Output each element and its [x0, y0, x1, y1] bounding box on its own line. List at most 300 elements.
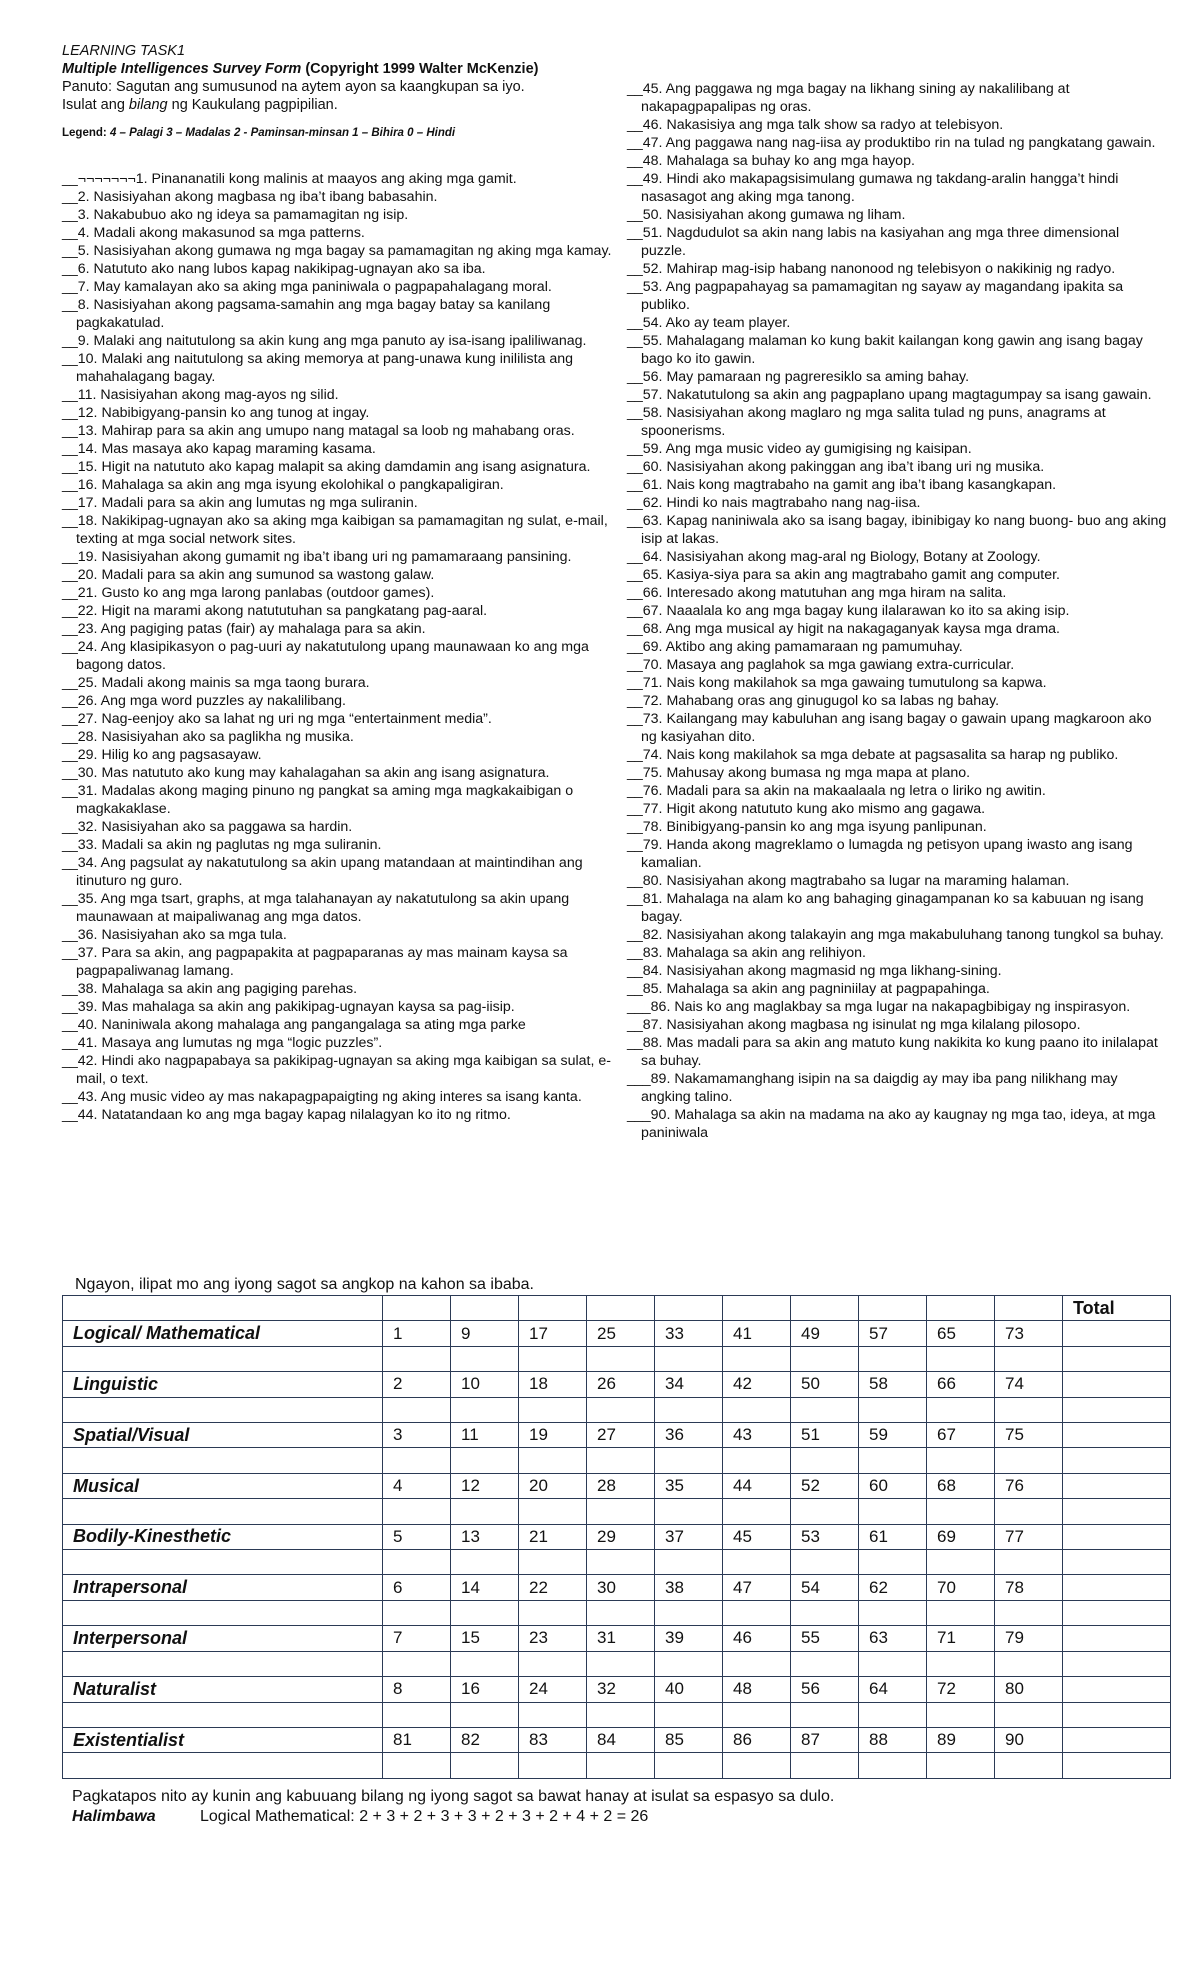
- item-number-cell: 73: [995, 1321, 1063, 1346]
- total-cell[interactable]: [1063, 1677, 1171, 1702]
- answer-label-cell: [63, 1499, 383, 1524]
- survey-item: __83. Mahalaga sa akin ang relihiyon.: [627, 945, 866, 961]
- survey-item: __51. Nagdudulot sa akin nang labis na kasiyahan ang mga three dimensional puzzle.: [627, 225, 1120, 259]
- intelligence-label: Spatial/Visual: [63, 1423, 383, 1448]
- answer-cell[interactable]: [519, 1550, 587, 1575]
- item-number-cell: 54: [791, 1575, 859, 1600]
- item-number-cell: 15: [451, 1626, 519, 1651]
- item-number-cell: 24: [519, 1677, 587, 1702]
- answer-cell[interactable]: [723, 1753, 791, 1779]
- answer-cell[interactable]: [723, 1550, 791, 1575]
- answer-cell[interactable]: [859, 1499, 927, 1524]
- answer-cell[interactable]: [927, 1600, 995, 1625]
- answer-cell[interactable]: [655, 1753, 723, 1779]
- item-number-cell: 34: [655, 1372, 723, 1397]
- answer-cell[interactable]: [587, 1702, 655, 1727]
- item-number-cell: 81: [383, 1727, 451, 1752]
- total-cell[interactable]: [1063, 1575, 1171, 1600]
- item-number-cell: 6: [383, 1575, 451, 1600]
- item-number-cell: 19: [519, 1423, 587, 1448]
- answer-row: [63, 1651, 1171, 1676]
- item-number-cell: 70: [927, 1575, 995, 1600]
- legend: [62, 124, 622, 142]
- survey-item: __36. Nasisiyahan ako sa mga tula.: [62, 927, 287, 943]
- item-number-cell: 53: [791, 1524, 859, 1549]
- example-line: [72, 1807, 834, 1827]
- header-cell: [519, 1296, 587, 1321]
- answer-cell[interactable]: [383, 1499, 451, 1524]
- item-number-cell: 56: [791, 1677, 859, 1702]
- header-cell: [451, 1296, 519, 1321]
- footer-note: Pagkatapos nito ay kunin ang kabuuang bilang ng iyong sagot sa bawat hanay at isulat sa espasyo sa dulo.: [72, 1788, 835, 1805]
- survey-item: __32. Nasisiyahan ako sa paggawa sa hardin.: [62, 819, 353, 835]
- survey-item: __76. Madali para sa akin na makaalaala ng letra o liriko ng awitin.: [627, 783, 1046, 799]
- answer-cell[interactable]: [791, 1600, 859, 1625]
- item-number-cell: 75: [995, 1423, 1063, 1448]
- survey-item: __9. Malaki ang naitutulong sa akin kung ang mga panuto ay isa-isang ipaliliwanag.: [62, 333, 587, 349]
- total-cell[interactable]: [1063, 1321, 1171, 1346]
- answer-cell[interactable]: [451, 1651, 519, 1676]
- item-number-cell: 21: [519, 1524, 587, 1549]
- item-number-cell: 13: [451, 1524, 519, 1549]
- intelligence-label: Bodily-Kinesthetic: [63, 1524, 383, 1549]
- answer-cell[interactable]: [723, 1499, 791, 1524]
- survey-item: __26. Ang mga word puzzles ay nakalilibang.: [62, 693, 346, 709]
- item-number-cell: 40: [655, 1677, 723, 1702]
- total-cell[interactable]: [1063, 1524, 1171, 1549]
- item-number-cell: 82: [451, 1727, 519, 1752]
- item-number-cell: 20: [519, 1473, 587, 1498]
- example-label: Halimbawa: [72, 1808, 156, 1825]
- answer-cell[interactable]: [587, 1346, 655, 1371]
- survey-items-right: [627, 80, 1167, 1142]
- item-number-cell: 29: [587, 1524, 655, 1549]
- answer-cell[interactable]: [859, 1753, 927, 1779]
- answer-cell[interactable]: [451, 1600, 519, 1625]
- survey-item: __53. Ang pagpapahayag sa pamamagitan ng sayaw ay magandang ipakita sa publiko.: [627, 279, 1124, 313]
- intelligence-label: Logical/ Mathematical: [63, 1321, 383, 1346]
- answer-cell[interactable]: [723, 1397, 791, 1422]
- answer-cell[interactable]: [451, 1499, 519, 1524]
- answer-cell[interactable]: [927, 1702, 995, 1727]
- survey-item: __52. Mahirap mag-isip habang nanonood ng telebisyon o nakikinig ng radyo.: [627, 261, 1116, 277]
- item-number-cell: 5: [383, 1524, 451, 1549]
- item-number-cell: 27: [587, 1423, 655, 1448]
- table-row: [63, 1727, 1171, 1752]
- survey-item: __70. Masaya ang paglahok sa mga gawiang extra-curricular.: [627, 657, 1015, 673]
- item-number-cell: 67: [927, 1423, 995, 1448]
- survey-item: __46. Nakasisiya ang mga talk show sa radyo at telebisyon.: [627, 117, 1004, 133]
- item-number-cell: 51: [791, 1423, 859, 1448]
- item-number-cell: 38: [655, 1575, 723, 1600]
- instruction-2-part: ng Kaukulang pagpipilian.: [167, 97, 338, 113]
- answer-cell[interactable]: [859, 1397, 927, 1422]
- answer-cell[interactable]: [927, 1550, 995, 1575]
- survey-item: __75. Mahusay akong bumasa ng mga mapa at plano.: [627, 765, 971, 781]
- item-number-cell: 60: [859, 1473, 927, 1498]
- answer-cell[interactable]: [451, 1753, 519, 1779]
- item-number-cell: 36: [655, 1423, 723, 1448]
- survey-item: __88. Mas madali para sa akin ang matuto kung nakikita ko kung paano ito inilalapat sa buhay.: [627, 1035, 1158, 1069]
- answer-cell[interactable]: [1063, 1651, 1171, 1676]
- survey-item: __24. Ang klasipikasyon o pag-uuri ay nakatutulong upang maunawaan ko ang mga bagong datos.: [62, 639, 589, 673]
- survey-item: __37. Para sa akin, ang pagpapakita at pagpaparanas ay mas mainam kaysa sa pagpapaliwanag lamang.: [62, 945, 568, 979]
- table-row: [63, 1524, 1171, 1549]
- answer-cell[interactable]: [859, 1600, 927, 1625]
- answer-label-cell: [63, 1448, 383, 1473]
- item-number-cell: 31: [587, 1626, 655, 1651]
- survey-item: __¬¬¬¬¬¬¬1. Pinananatili kong malinis at maayos ang aking mga gamit.: [62, 171, 517, 187]
- answer-cell[interactable]: [723, 1651, 791, 1676]
- intelligence-label: Interpersonal: [63, 1626, 383, 1651]
- survey-item: __45. Ang paggawa ng mga bagay na likhang sining ay nakalilibang at nakapagpapalipas ng oras.: [627, 81, 1070, 115]
- item-number-cell: 16: [451, 1677, 519, 1702]
- item-number-cell: 12: [451, 1473, 519, 1498]
- survey-item: __48. Mahalaga sa buhay ko ang mga hayop.: [627, 153, 915, 169]
- item-number-cell: 72: [927, 1677, 995, 1702]
- intelligence-label: Existentialist: [63, 1727, 383, 1752]
- item-number-cell: 3: [383, 1423, 451, 1448]
- answer-cell[interactable]: [1063, 1346, 1171, 1371]
- answer-cell[interactable]: [383, 1600, 451, 1625]
- copyright: (Copyright 1999 Walter McKenzie): [305, 61, 539, 77]
- item-number-cell: 74: [995, 1372, 1063, 1397]
- item-number-cell: 83: [519, 1727, 587, 1752]
- survey-item: __12. Nabibigyang-pansin ko ang tunog at ingay.: [62, 405, 370, 421]
- answer-cell[interactable]: [519, 1448, 587, 1473]
- instruction-2-part: Isulat ang: [62, 97, 129, 113]
- task-title: LEARNING TASK1: [62, 43, 186, 59]
- survey-item: __27. Nag-eenjoy ako sa lahat ng uri ng mga “entertainment media”.: [62, 711, 492, 727]
- survey-item: __21. Gusto ko ang mga larong panlabas (outdoor games).: [62, 585, 435, 601]
- item-number-cell: 28: [587, 1473, 655, 1498]
- survey-item: __11. Nasisiyahan akong mag-ayos ng silid.: [62, 387, 339, 403]
- survey-item: __49. Hindi ako makapagsisimulang gumawa ng takdang-aralin hangga’t hindi nasasagot ang aking mga tanong.: [627, 171, 1119, 205]
- survey-item: __35. Ang mga tsart, graphs, at mga talahanayan ay nakatutulong sa akin upang maunawaan at maipaliwanag ang mga datos.: [62, 891, 570, 925]
- survey-item: __65. Kasiya-siya para sa akin ang magtrabaho gamit ang computer.: [627, 567, 1060, 583]
- answer-cell[interactable]: [383, 1550, 451, 1575]
- answer-cell[interactable]: [723, 1702, 791, 1727]
- legend-text: 4 – Palagi 3 – Madalas 2 - Paminsan-minsan 1 – Bihira 0 – Hindi: [109, 127, 456, 139]
- answer-cell[interactable]: [927, 1753, 995, 1779]
- answer-cell[interactable]: [927, 1346, 995, 1371]
- item-number-cell: 52: [791, 1473, 859, 1498]
- answer-cell[interactable]: [723, 1600, 791, 1625]
- total-header: Total: [1063, 1296, 1171, 1321]
- answer-cell[interactable]: [927, 1651, 995, 1676]
- answer-cell[interactable]: [995, 1397, 1063, 1422]
- item-number-cell: 7: [383, 1626, 451, 1651]
- item-number-cell: 1: [383, 1321, 451, 1346]
- survey-item: __73. Kailangang may kabuluhan ang isang bagay o gawain upang magkaroon ako ng kasiyahan dito.: [627, 711, 1152, 745]
- item-number-cell: 77: [995, 1524, 1063, 1549]
- item-number-cell: 68: [927, 1473, 995, 1498]
- answer-cell[interactable]: [655, 1550, 723, 1575]
- answer-cell[interactable]: [927, 1448, 995, 1473]
- survey-item: __44. Natatandaan ko ang mga bagay kapag nilalagyan ko ito ng ritmo.: [62, 1107, 511, 1123]
- answer-cell[interactable]: [383, 1397, 451, 1422]
- instruction-2-emph: bilang: [128, 97, 168, 113]
- survey-item: __34. Ang pagsulat ay nakatutulong sa akin upang matandaan at maintindihan ang itinuturo ng guro.: [62, 855, 583, 889]
- answer-cell[interactable]: [655, 1499, 723, 1524]
- survey-item: __84. Nasisiyahan akong magmasid ng mga likhang-sining.: [627, 963, 1002, 979]
- answer-cell[interactable]: [519, 1702, 587, 1727]
- survey-item: __25. Madali akong mainis sa mga taong burara.: [62, 675, 370, 691]
- item-number-cell: 88: [859, 1727, 927, 1752]
- survey-item: __47. Ang paggawa nang nag-iisa ay produktibo rin na tulad ng pangkatang gawain.: [627, 135, 1156, 151]
- answer-label-cell: [63, 1346, 383, 1371]
- form-title-line: [62, 60, 622, 78]
- item-number-cell: 59: [859, 1423, 927, 1448]
- answer-cell[interactable]: [1063, 1499, 1171, 1524]
- item-number-cell: 10: [451, 1372, 519, 1397]
- answer-cell[interactable]: [451, 1702, 519, 1727]
- survey-item: __16. Mahalaga sa akin ang mga isyung ekolohikal o pangkapaligiran.: [62, 477, 504, 493]
- answer-label-cell: [63, 1600, 383, 1625]
- table-row: [63, 1423, 1171, 1448]
- survey-item: __5. Nasisiyahan akong gumawa ng mga bagay sa pamamagitan ng aking mga kamay.: [62, 243, 612, 259]
- answer-cell[interactable]: [519, 1499, 587, 1524]
- answer-cell[interactable]: [859, 1550, 927, 1575]
- total-cell[interactable]: [1063, 1372, 1171, 1397]
- answer-cell[interactable]: [587, 1651, 655, 1676]
- answer-cell[interactable]: [1063, 1753, 1171, 1779]
- survey-item: __31. Madalas akong maging pinuno ng pangkat sa aming mga magkakaibigan o magkakaklase.: [62, 783, 574, 817]
- answer-cell[interactable]: [587, 1753, 655, 1779]
- table-row: [63, 1575, 1171, 1600]
- answer-cell[interactable]: [655, 1448, 723, 1473]
- example-text: Logical Mathematical: 2 + 3 + 2 + 3 + 3 + 2 + 3 + 2 + 4 + 2 = 26: [200, 1808, 649, 1825]
- answer-cell[interactable]: [995, 1448, 1063, 1473]
- answer-cell[interactable]: [791, 1550, 859, 1575]
- answer-row: [63, 1397, 1171, 1422]
- answer-row: [63, 1753, 1171, 1779]
- answer-cell[interactable]: [587, 1499, 655, 1524]
- answer-cell[interactable]: [859, 1448, 927, 1473]
- answer-cell[interactable]: [791, 1448, 859, 1473]
- answer-cell[interactable]: [519, 1346, 587, 1371]
- answer-cell[interactable]: [1063, 1702, 1171, 1727]
- item-number-cell: 11: [451, 1423, 519, 1448]
- answer-cell[interactable]: [383, 1753, 451, 1779]
- item-number-cell: 58: [859, 1372, 927, 1397]
- answer-cell[interactable]: [383, 1651, 451, 1676]
- survey-item: ___90. Mahalaga sa akin na madama na ako ay kaugnay ng mga tao, ideya, at mga paniniwala: [627, 1107, 1156, 1141]
- survey-item: __60. Nasisiyahan akong pakinggan ang iba’t ibang uri ng musika.: [627, 459, 1045, 475]
- item-number-cell: 42: [723, 1372, 791, 1397]
- answer-cell[interactable]: [791, 1651, 859, 1676]
- answer-row: [63, 1448, 1171, 1473]
- answer-cell[interactable]: [995, 1753, 1063, 1779]
- item-number-cell: 64: [859, 1677, 927, 1702]
- answer-cell[interactable]: [791, 1397, 859, 1422]
- instruction-2: [62, 96, 622, 114]
- answer-cell[interactable]: [859, 1346, 927, 1371]
- item-number-cell: 87: [791, 1727, 859, 1752]
- answer-cell[interactable]: [587, 1600, 655, 1625]
- answer-cell[interactable]: [655, 1346, 723, 1371]
- survey-item: ___86. Nais ko ang maglakbay sa mga lugar na nakapagbibigay ng inspirasyon.: [627, 999, 1131, 1015]
- item-number-cell: 55: [791, 1626, 859, 1651]
- item-number-cell: 2: [383, 1372, 451, 1397]
- survey-item: __23. Ang pagiging patas (fair) ay mahalaga para sa akin.: [62, 621, 426, 637]
- item-number-cell: 9: [451, 1321, 519, 1346]
- answer-cell[interactable]: [995, 1702, 1063, 1727]
- item-number-cell: 32: [587, 1677, 655, 1702]
- survey-item: __64. Nasisiyahan akong mag-aral ng Biology, Botany at Zoology.: [627, 549, 1041, 565]
- item-number-cell: 25: [587, 1321, 655, 1346]
- answer-cell[interactable]: [383, 1702, 451, 1727]
- item-number-cell: 46: [723, 1626, 791, 1651]
- survey-item: __6. Natututo ako nang lubos kapag nakikipag-ugnayan ako sa iba.: [62, 261, 486, 277]
- answer-cell[interactable]: [655, 1397, 723, 1422]
- survey-item: __85. Mahalaga sa akin ang pagniniilay at pagpapahinga.: [627, 981, 990, 997]
- survey-item: __28. Nasisiyahan ako sa paglikha ng musika.: [62, 729, 354, 745]
- answer-cell[interactable]: [995, 1651, 1063, 1676]
- answer-cell[interactable]: [859, 1702, 927, 1727]
- item-number-cell: 90: [995, 1727, 1063, 1752]
- answer-cell[interactable]: [587, 1550, 655, 1575]
- survey-item: __3. Nakabubuo ako ng ideya sa pamamagitan ng isip.: [62, 207, 409, 223]
- survey-item: __62. Hindi ko nais magtrabaho nang nag-iisa.: [627, 495, 921, 511]
- item-number-cell: 45: [723, 1524, 791, 1549]
- survey-item: __30. Mas natututo ako kung may kahalagahan sa akin ang isang asignatura.: [62, 765, 550, 781]
- survey-item: __79. Handa akong magreklamo o lumagda ng petisyon upang iwasto ang isang kamalian.: [627, 837, 1133, 871]
- survey-item: __14. Mas masaya ako kapag maraming kasama.: [62, 441, 376, 457]
- answer-cell[interactable]: [519, 1753, 587, 1779]
- answer-cell[interactable]: [995, 1550, 1063, 1575]
- answer-cell[interactable]: [791, 1753, 859, 1779]
- answer-cell[interactable]: [723, 1448, 791, 1473]
- table-row: [63, 1473, 1171, 1498]
- item-number-cell: 30: [587, 1575, 655, 1600]
- answer-cell[interactable]: [791, 1346, 859, 1371]
- answer-label-cell: [63, 1651, 383, 1676]
- survey-item: __50. Nasisiyahan akong gumawa ng liham.: [627, 207, 906, 223]
- answer-label-cell: [63, 1397, 383, 1422]
- survey-item: __20. Madali para sa akin ang sumunod sa wastong galaw.: [62, 567, 435, 583]
- item-number-cell: 35: [655, 1473, 723, 1498]
- survey-item: __8. Nasisiyahan akong pagsama-samahin ang mga bagay batay sa kanilang pagkakatulad.: [62, 297, 551, 331]
- item-number-cell: 39: [655, 1626, 723, 1651]
- answer-row: [63, 1600, 1171, 1625]
- survey-item: __29. Hilig ko ang pagsasayaw.: [62, 747, 262, 763]
- intelligence-label: Linguistic: [63, 1372, 383, 1397]
- answer-cell[interactable]: [451, 1550, 519, 1575]
- total-cell[interactable]: [1063, 1727, 1171, 1752]
- answer-cell[interactable]: [927, 1499, 995, 1524]
- item-number-cell: 66: [927, 1372, 995, 1397]
- answer-cell[interactable]: [859, 1651, 927, 1676]
- survey-item: __18. Nakikipag-ugnayan ako sa aking mga kaibigan sa pamamagitan ng sulat, e-mail, texting at mga social network sites.: [62, 513, 608, 547]
- total-cell[interactable]: [1063, 1423, 1171, 1448]
- answer-cell[interactable]: [791, 1499, 859, 1524]
- answer-cell[interactable]: [451, 1397, 519, 1422]
- form-header: [62, 42, 622, 142]
- survey-item: __61. Nais kong magtrabaho na gamit ang iba’t ibang kasangkapan.: [627, 477, 1057, 493]
- survey-item: __43. Ang music video ay mas nakapagpapaigting ng aking interes sa isang kanta.: [62, 1089, 582, 1105]
- survey-item: __67. Naaalala ko ang mga bagay kung ilalarawan ko ito sa aking isip.: [627, 603, 1070, 619]
- survey-item: __69. Aktibo ang aking pamamaraan ng pamumuhay.: [627, 639, 963, 655]
- answer-cell[interactable]: [995, 1346, 1063, 1371]
- item-number-cell: 76: [995, 1473, 1063, 1498]
- instruction-1: Panuto: Sagutan ang sumusunod na aytem ayon sa kaangkupan sa iyo.: [62, 79, 525, 95]
- header-cell: [859, 1296, 927, 1321]
- answer-label-cell: [63, 1550, 383, 1575]
- intelligence-label: Naturalist: [63, 1677, 383, 1702]
- answer-cell[interactable]: [519, 1600, 587, 1625]
- answer-cell[interactable]: [587, 1397, 655, 1422]
- survey-item: __87. Nasisiyahan akong magbasa ng isinulat ng mga kilalang pilosopo.: [627, 1017, 1081, 1033]
- form-title: Multiple Intelligences Survey Form: [62, 61, 302, 77]
- answer-cell[interactable]: [451, 1346, 519, 1371]
- answer-cell[interactable]: [383, 1448, 451, 1473]
- answer-row: [63, 1550, 1171, 1575]
- survey-item: __40. Naniniwala akong mahalaga ang pangangalaga sa ating mga parke: [62, 1017, 526, 1033]
- item-number-cell: 85: [655, 1727, 723, 1752]
- header-cell: [655, 1296, 723, 1321]
- table-instruction: Ngayon, ilipat mo ang iyong sagot sa angkop na kahon sa ibaba.: [75, 1276, 534, 1293]
- answer-cell[interactable]: [1063, 1550, 1171, 1575]
- total-cell[interactable]: [1063, 1626, 1171, 1651]
- answer-cell[interactable]: [927, 1397, 995, 1422]
- item-number-cell: 86: [723, 1727, 791, 1752]
- answer-cell[interactable]: [723, 1346, 791, 1371]
- header-cell: [723, 1296, 791, 1321]
- answer-cell[interactable]: [383, 1346, 451, 1371]
- survey-item: __66. Interesado akong matutuhan ang mga hiram na salita.: [627, 585, 1007, 601]
- table-header-row: [63, 1296, 1171, 1321]
- item-number-cell: 63: [859, 1626, 927, 1651]
- survey-items-left: [62, 170, 622, 1124]
- answer-cell[interactable]: [655, 1600, 723, 1625]
- item-number-cell: 26: [587, 1372, 655, 1397]
- answer-cell[interactable]: [791, 1702, 859, 1727]
- answer-cell[interactable]: [587, 1448, 655, 1473]
- answer-cell[interactable]: [655, 1702, 723, 1727]
- answer-cell[interactable]: [1063, 1397, 1171, 1422]
- answer-cell[interactable]: [995, 1499, 1063, 1524]
- answer-cell[interactable]: [519, 1397, 587, 1422]
- item-number-cell: 79: [995, 1626, 1063, 1651]
- item-number-cell: 71: [927, 1626, 995, 1651]
- survey-item: __63. Kapag naniniwala ako sa isang bagay, ibinibigay ko nang buong- buo ang aking isip at lakas.: [627, 513, 1167, 547]
- survey-item: __59. Ang mga music video ay gumigising ng kaisipan.: [627, 441, 972, 457]
- survey-item: __77. Higit akong natututo kung ako mismo ang gagawa.: [627, 801, 986, 817]
- item-number-cell: 89: [927, 1727, 995, 1752]
- answer-cell[interactable]: [995, 1600, 1063, 1625]
- answer-label-cell: [63, 1702, 383, 1727]
- survey-item: __4. Madali akong makasunod sa mga patterns.: [62, 225, 365, 241]
- table-row: [63, 1677, 1171, 1702]
- survey-item: __15. Higit na natututo ako kapag malapit sa aking damdamin ang isang asignatura.: [62, 459, 591, 475]
- header-cell: [791, 1296, 859, 1321]
- answer-cell[interactable]: [451, 1448, 519, 1473]
- survey-item: __57. Nakatutulong sa akin ang pagpaplano upang magtagumpay sa isang gawain.: [627, 387, 1152, 403]
- survey-item: ___89. Nakamamanghang isipin na sa daigdig ay may iba pang nilikhang may angking talino.: [627, 1071, 1118, 1105]
- answer-cell[interactable]: [1063, 1448, 1171, 1473]
- answer-row: [63, 1499, 1171, 1524]
- intelligence-label: Musical: [63, 1473, 383, 1498]
- total-cell[interactable]: [1063, 1473, 1171, 1498]
- survey-item: __19. Nasisiyahan akong gumamit ng iba’t ibang uri ng pamamaraang pansining.: [62, 549, 572, 565]
- item-number-cell: 18: [519, 1372, 587, 1397]
- answer-cell[interactable]: [655, 1651, 723, 1676]
- answer-cell[interactable]: [1063, 1600, 1171, 1625]
- survey-item: __55. Mahalagang malaman ko kung bakit kailangan kong gawin ang isang bagay bago ko ito gawin.: [627, 333, 1143, 367]
- answer-cell[interactable]: [519, 1651, 587, 1676]
- item-number-cell: 17: [519, 1321, 587, 1346]
